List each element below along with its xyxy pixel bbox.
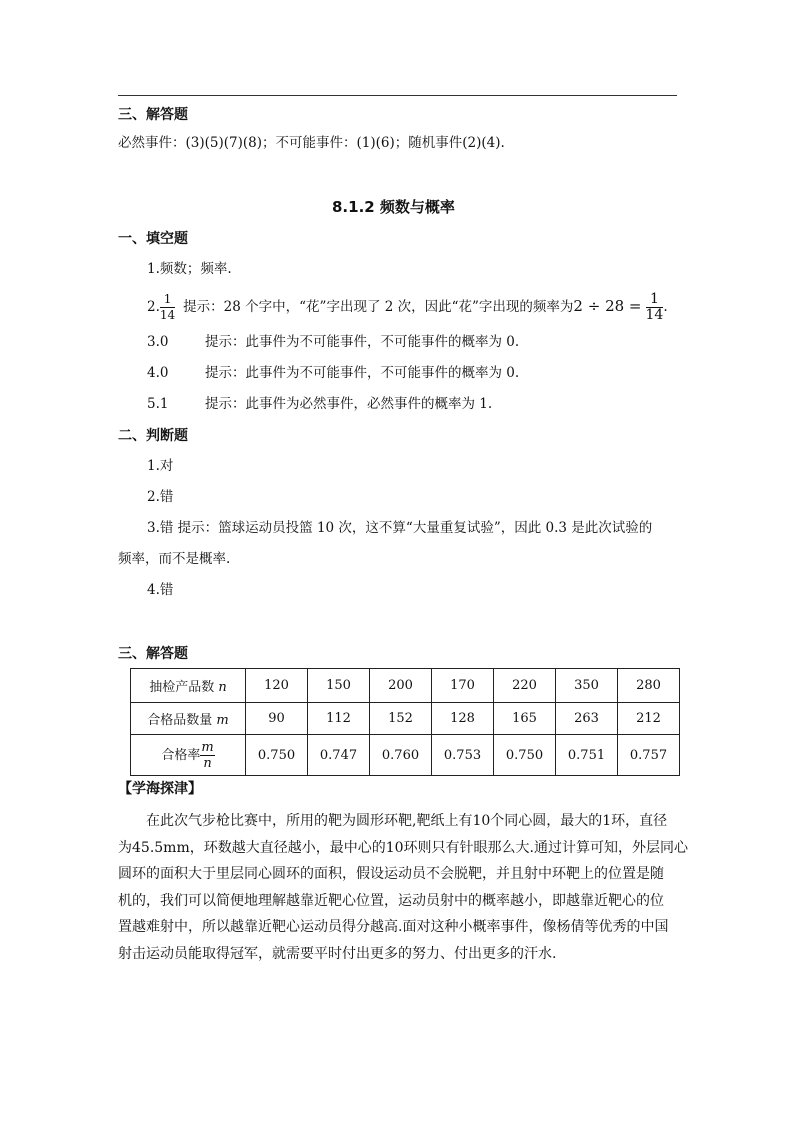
section-heading-answers-top: 三、解答题	[118, 107, 188, 123]
table-cell: 152	[370, 703, 432, 735]
judge-q4: 4.错	[147, 582, 174, 598]
table-cell: 165	[494, 703, 556, 735]
table-cell: 0.750	[246, 735, 308, 776]
table-cell: 0.760	[370, 735, 432, 776]
paragraph-line: 圆环的面积大于里层同心圆环的面积，假设运动员不会脱靶，并且射中环靶上的位置是随	[118, 866, 664, 882]
judge-q1: 1.对	[147, 458, 174, 474]
judge-q3-line2: 频率，而不是概率.	[118, 551, 231, 567]
row-label: 合格率	[161, 747, 201, 763]
row-header-qualified-count	[131, 703, 246, 735]
table-cell: 0.747	[308, 735, 370, 776]
section-heading-answers: 三、解答题	[118, 646, 188, 662]
fill-q5-label: 5.1	[147, 396, 169, 412]
row-variable: m	[216, 713, 229, 728]
fill-q2-hint: 提示：28 个字中，“花”字出现了 2 次，因此“花”字出现的频率为	[183, 299, 574, 315]
paragraph-line: 为45.5mm，环数越大直径越小，最中心的10环则只有针眼那么大.通过计算可知，外层同心	[118, 839, 688, 856]
header-rule	[118, 95, 677, 96]
table-cell: 280	[618, 669, 680, 703]
row-variable: n	[218, 680, 227, 695]
fill-q2-fraction	[160, 292, 175, 323]
table-cell: 128	[432, 703, 494, 735]
fill-q3-label: 3.0	[147, 334, 169, 350]
fill-q2-expression: 2 ÷ 28 =	[573, 297, 642, 315]
answer-events: 必然事件：(3)(5)(7)(8)；不可能事件：(1)(6)；随机事件(2)(4).	[118, 135, 505, 151]
judge-q3-line1: 3.错 提示：篮球运动员投篮 10 次，这不算“大量重复试验”，因此 0.3 是此次试验的	[147, 520, 653, 536]
table-cell: 200	[370, 669, 432, 703]
fill-q2	[147, 290, 668, 323]
table-row	[131, 669, 680, 703]
fill-q2-period: .	[663, 299, 668, 315]
fraction-numerator: 1	[646, 292, 664, 308]
sampling-table	[130, 668, 680, 776]
table-cell: 90	[246, 703, 308, 735]
fill-q3-hint: 提示：此事件为不可能事件，不可能事件的概率为 0.	[205, 334, 520, 350]
table-row	[131, 703, 680, 735]
pass-rate-fraction	[200, 740, 214, 771]
judge-q2: 2.错	[147, 489, 174, 505]
fill-q4-hint: 提示：此事件为不可能事件，不可能事件的概率为 0.	[205, 365, 520, 381]
table-cell: 0.757	[618, 735, 680, 776]
table-cell: 112	[308, 703, 370, 735]
table-cell: 0.751	[556, 735, 618, 776]
table-cell: 350	[556, 669, 618, 703]
fraction-denominator: n	[203, 755, 212, 771]
paragraph-line: 置越难射中，所以越靠近靶心运动员得分越高.面对这种小概率事件，像杨倩等优秀的中国	[118, 919, 669, 935]
fraction-numerator: m	[201, 739, 214, 755]
table-cell: 212	[618, 703, 680, 735]
fill-q2-result-fraction	[646, 292, 664, 323]
table-cell: 220	[494, 669, 556, 703]
fraction-denominator: 14	[645, 307, 664, 323]
fill-q1: 1.频数；频率.	[147, 261, 232, 277]
fill-q5-hint: 提示：此事件为必然事件，必然事件的概率为 1.	[205, 396, 493, 412]
page-title: 8.1.2 频数与概率	[332, 198, 455, 216]
table-row	[131, 735, 680, 776]
table-cell: 120	[246, 669, 308, 703]
fill-q2-label: 2.	[147, 299, 160, 315]
row-label: 合格品数量	[147, 713, 213, 728]
fill-q4-label: 4.0	[147, 365, 169, 381]
table-cell: 170	[432, 669, 494, 703]
table-cell: 0.753	[432, 735, 494, 776]
table-cell: 0.750	[494, 735, 556, 776]
xuehai-paragraph	[118, 808, 688, 967]
paragraph-line: 机的，我们可以简便地理解越靠近靶心位置，运动员射中的概率越小，即越靠近靶心的位	[118, 892, 664, 909]
paragraph-line: 在此次气步枪比赛中，所用的靶为圆形环靶,靶纸上有10个同心圆，最大的1环，直径	[146, 813, 668, 829]
section-heading-judge: 二、判断题	[118, 428, 188, 444]
table-cell: 150	[308, 669, 370, 703]
row-header-pass-rate	[131, 735, 246, 776]
row-header-sample-count	[131, 669, 246, 703]
fraction-denominator: 14	[159, 308, 176, 322]
table-cell: 263	[556, 703, 618, 735]
section-heading-fill: 一、填空题	[118, 231, 188, 247]
paragraph-line: 射击运动员能取得冠军，就需要平时付出更多的努力、付出更多的汗水.	[118, 945, 557, 962]
row-label: 抽检产品数	[149, 680, 215, 695]
section-heading-xuehai: 【学海探津】	[118, 781, 202, 797]
fraction-numerator: 1	[160, 292, 175, 308]
